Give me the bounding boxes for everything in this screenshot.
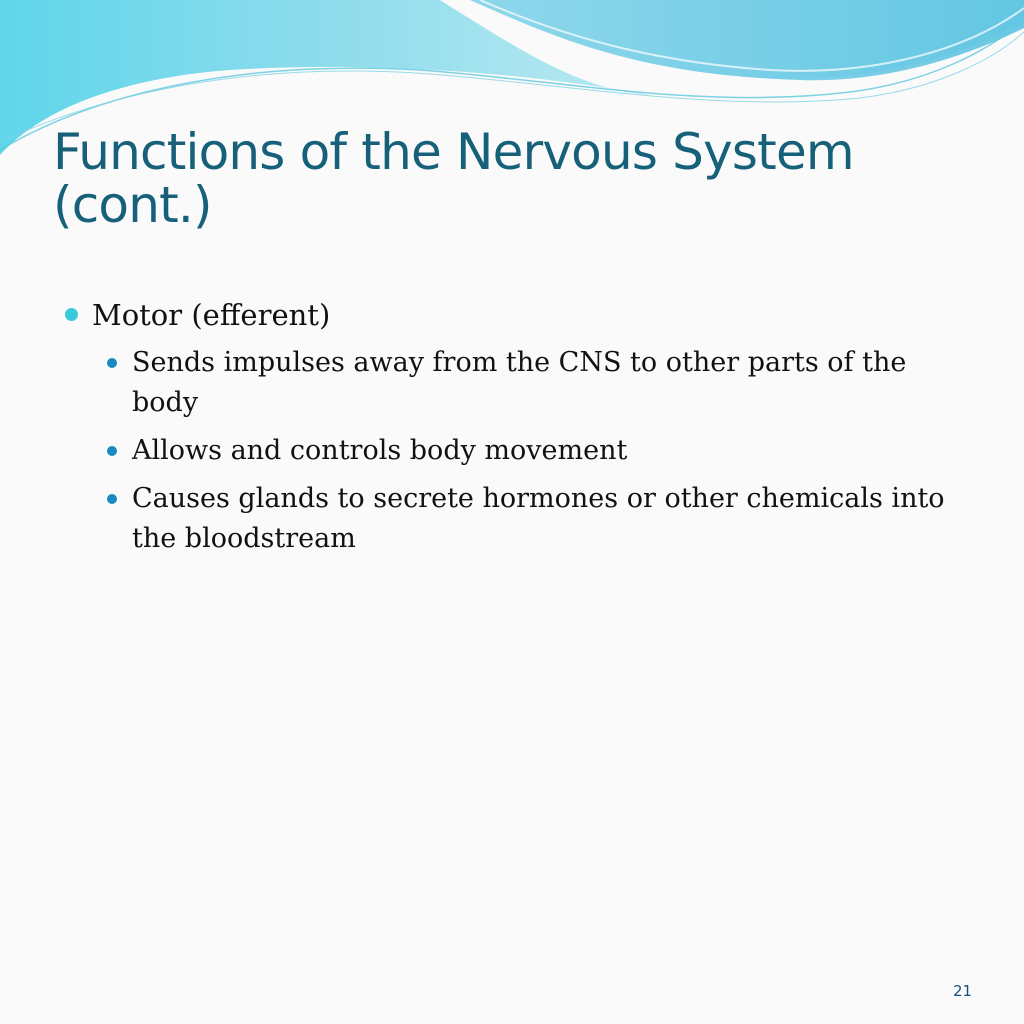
bullet-list (62, 295, 962, 567)
sub-bullet-item (103, 479, 962, 559)
sub-bullet-dot-icon (107, 494, 117, 504)
bullet-text: Motor (efferent) (92, 298, 331, 332)
sub-bullet-dot-icon (107, 358, 117, 368)
sub-bullet-text: Causes glands to secrete hormones or other chemicals into the bloodstream (132, 483, 945, 554)
slide-title (53, 123, 983, 234)
sub-bullet-text: Sends impulses away from the CNS to other parts of the body (132, 347, 907, 418)
sub-bullet-item (103, 431, 962, 471)
slide-title-line-1: Functions of the Nervous System (53, 123, 854, 181)
page-number: 21 (953, 982, 973, 1000)
bullet-item-motor (62, 295, 962, 335)
sub-bullet-item (103, 343, 962, 423)
bullet-dot-icon (65, 308, 78, 321)
sub-bullet-dot-icon (107, 446, 117, 456)
slide-title-line-2: (cont.) (53, 175, 212, 234)
sub-bullet-text: Allows and controls body movement (132, 435, 628, 466)
